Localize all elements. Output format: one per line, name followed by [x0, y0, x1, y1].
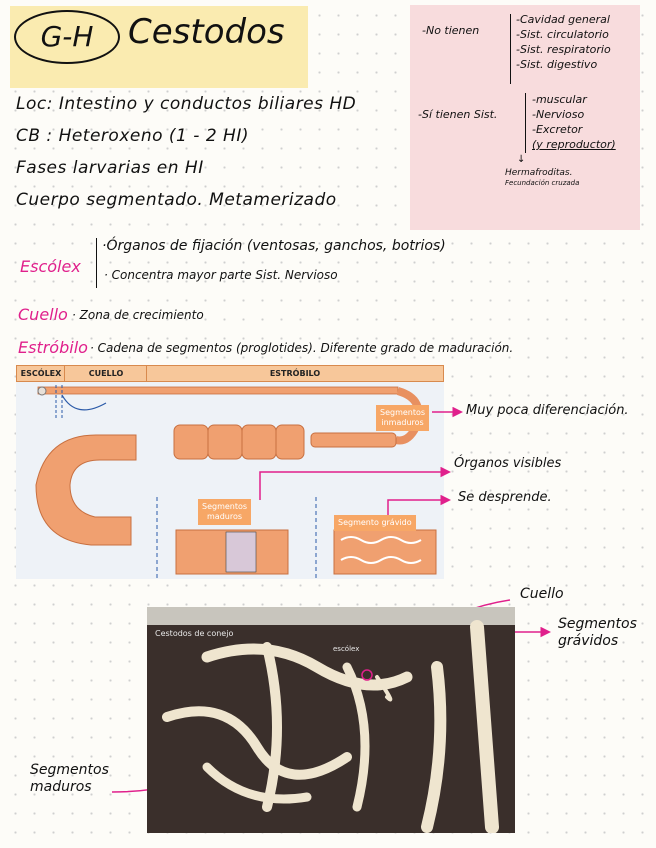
escolex-header: ESCÓLEX: [16, 365, 66, 382]
organos-visibles-note: Órganos visibles: [454, 456, 562, 471]
cuello-photo-label: Cuello: [520, 586, 564, 602]
label-line: Segmentos: [558, 616, 637, 632]
fecundacion-note: Fecundación cruzada: [505, 179, 580, 187]
cestode-photo: [147, 607, 515, 833]
no-tienen-label: -No tienen: [422, 24, 480, 37]
muy-poca-note: Muy poca diferenciación.: [466, 403, 629, 418]
list-item: -Sist. circulatorio: [516, 28, 609, 41]
page-title: Cestodos: [128, 12, 285, 52]
worm-photo-illustration: [147, 607, 515, 833]
seg-gravidos-photo-label: [558, 616, 637, 650]
si-tienen-label: -Sí tienen Sist.: [418, 108, 498, 121]
cuerpo-line: Cuerpo segmentado. Metamerizado: [16, 190, 337, 210]
topic-tag: G-H: [14, 10, 120, 64]
seg-maduros-photo-label: [30, 762, 109, 796]
label-line: Segmentos: [202, 502, 248, 511]
photo-caption: Cestodos de conejo: [155, 629, 234, 638]
localizacion-line: Loc: Intestino y conductos biliares HD: [16, 94, 357, 114]
cuello-header: CUELLO: [64, 365, 148, 382]
label-line: inmaduros: [381, 418, 424, 427]
ciclo-biologico-line: CB : Heteroxeno (1 - 2 HI): [16, 126, 249, 146]
cuello-heading: Cuello: [18, 305, 68, 324]
list-item: -Nervioso: [532, 108, 585, 121]
list-item: -Excretor: [532, 123, 583, 136]
label-line: grávidos: [558, 633, 619, 649]
label-line: maduros: [30, 779, 92, 795]
estrobilo-header: ESTRÓBILO: [146, 365, 444, 382]
escolex-item: ·Órganos de fijación (ventosas, ganchos, botrios): [102, 238, 446, 254]
list-item: -Cavidad general: [516, 13, 610, 26]
se-desprende-note: Se desprende.: [458, 490, 552, 505]
hermafroditas-note: Hermafroditas.: [505, 168, 573, 178]
seg-gravido-label: Segmento grávido: [334, 515, 416, 531]
label-line: maduros: [207, 512, 243, 521]
list-item: -Sist. respiratorio: [516, 43, 611, 56]
cuello-text: · Zona de crecimiento: [72, 308, 204, 322]
list-item: -Sist. digestivo: [516, 58, 598, 71]
estrobilo-text: · Cadena de segmentos (proglotides). Diferente grado de maduración.: [90, 341, 514, 355]
down-arrow-icon: ↓: [517, 154, 526, 165]
escolex-item: · Concentra mayor parte Sist. Nervioso: [104, 268, 338, 282]
label-line: Segmentos: [380, 408, 426, 417]
list-item: -muscular: [532, 93, 587, 106]
label-line: Segmentos: [30, 762, 109, 778]
escolex-heading: Escólex: [20, 257, 81, 276]
list-item: (y reproductor): [532, 138, 616, 151]
estrobilo-heading: Estróbilo: [18, 338, 88, 357]
fases-larvarias-line: Fases larvarias en HI: [16, 158, 204, 178]
escolex-photo-label: escólex: [333, 645, 360, 653]
